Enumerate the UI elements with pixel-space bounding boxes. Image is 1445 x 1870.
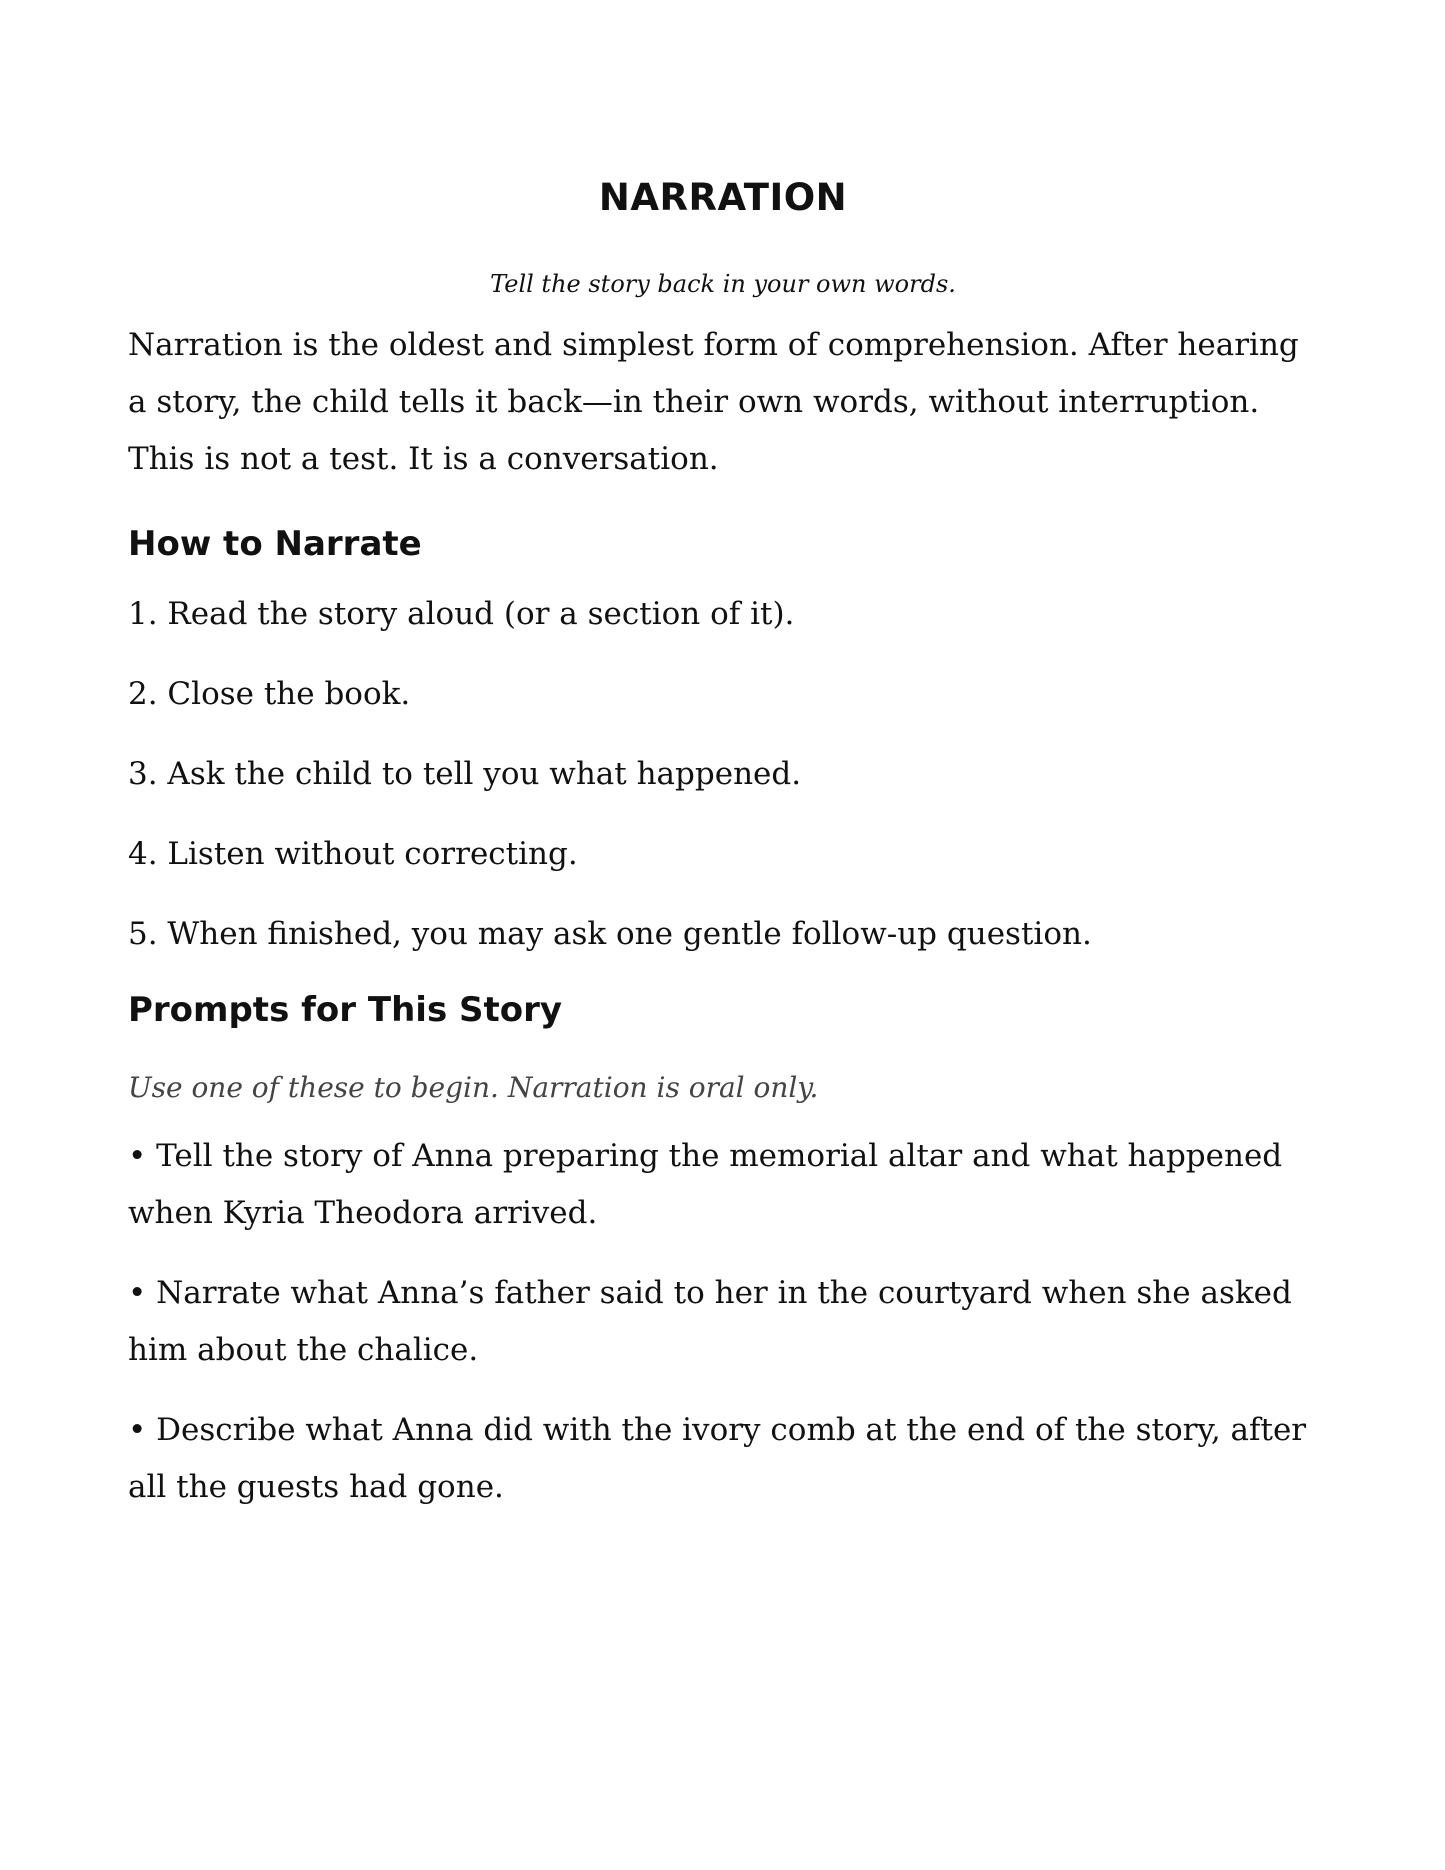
prompts-list <box>128 1128 1318 1516</box>
page-title: NARRATION <box>598 176 848 219</box>
page-content <box>128 170 1318 1516</box>
prompt-item: • Narrate what Anna’s father said to her in the courtyard when she asked him about the chalice. <box>128 1275 1292 1368</box>
prompts-note: Use one of these to begin. Narration is oral only. <box>128 1071 819 1104</box>
intro-paragraph: Narration is the oldest and simplest form of comprehension. After hearing a story, the child tells it back—in their own words, without interruption. This is not a test. It is a conversation. <box>128 327 1299 477</box>
step-item: 4. Listen without correcting. <box>128 836 578 872</box>
step-item: 5. When finished, you may ask one gentle follow-up question. <box>128 916 1092 952</box>
step-item: 1. Read the story aloud (or a section of it). <box>128 596 795 632</box>
step-item: 3. Ask the child to tell you what happened. <box>128 756 802 792</box>
prompt-item: • Tell the story of Anna preparing the memorial altar and what happened when Kyria Theodora arrived. <box>128 1138 1283 1231</box>
prompts-heading: Prompts for This Story <box>128 990 563 1030</box>
how-to-steps <box>128 594 1318 954</box>
prompt-item: • Describe what Anna did with the ivory comb at the end of the story, after all the guests had gone. <box>128 1412 1307 1505</box>
page-subtitle: Tell the story back in your own words. <box>490 270 956 298</box>
step-item: 2. Close the book. <box>128 676 411 712</box>
how-to-heading: How to Narrate <box>128 524 422 564</box>
